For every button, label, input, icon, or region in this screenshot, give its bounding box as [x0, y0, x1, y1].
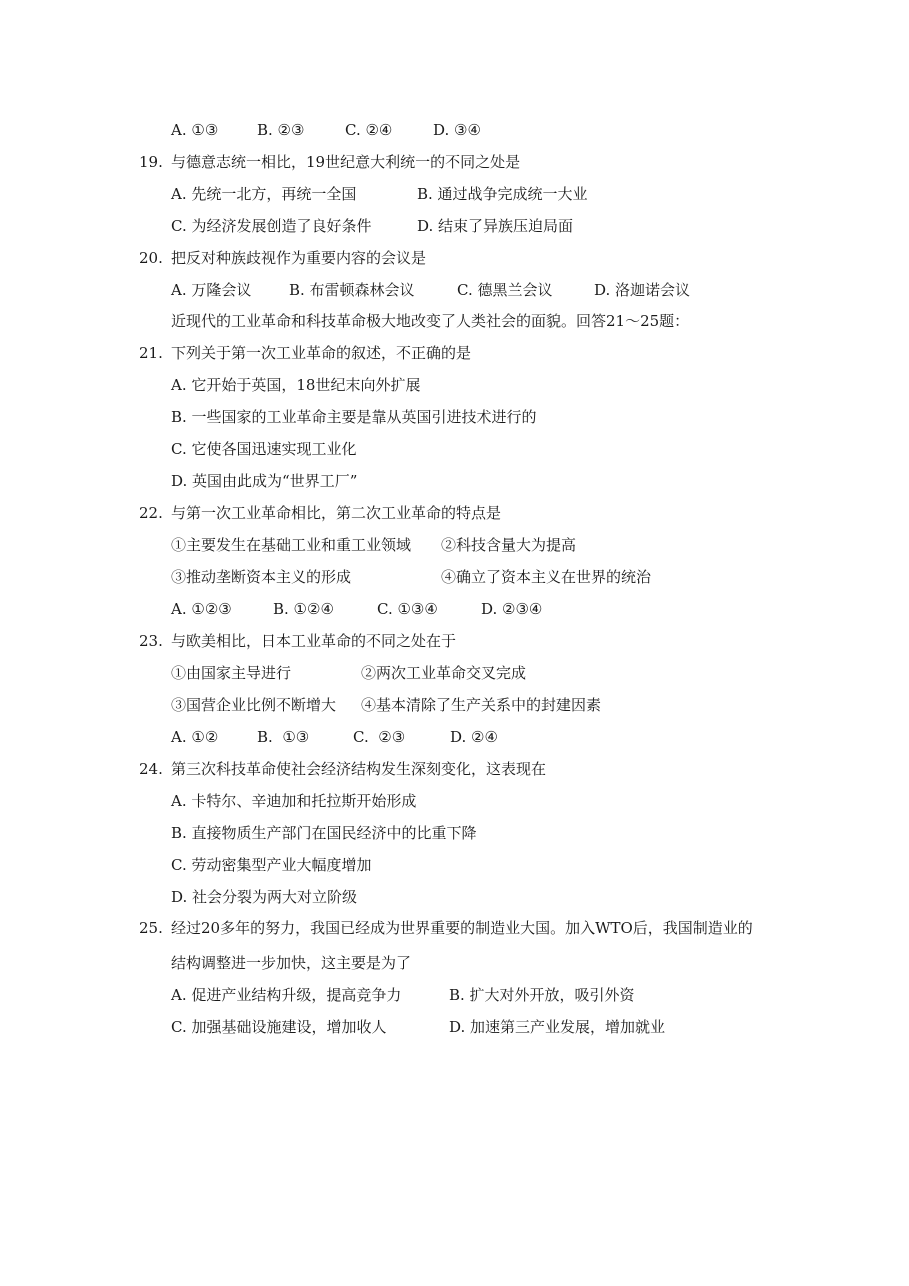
q22-item-4: ④确立了资本主义在世界的统治 — [441, 568, 652, 586]
q19-stem — [139, 152, 521, 172]
q23-options — [171, 727, 498, 747]
q21-option-a: A. 它开始于英国，18世纪末向外扩展 — [171, 376, 421, 394]
q23-option-b: B. ①③ — [257, 728, 310, 746]
q19-option-d: D. 结束了异族压迫局面 — [417, 217, 574, 235]
q25-options-row-1 — [171, 985, 635, 1005]
q22-option-b: B. ①②④ — [273, 600, 334, 618]
section-intro: 近现代的工业革命和科技革命极大地改变了人类社会的面貌。回答21～25题： — [171, 312, 690, 330]
q20-stem — [139, 248, 427, 268]
q21-stem — [139, 343, 472, 363]
q22-option-a: A. ①②③ — [171, 600, 232, 618]
q19-option-c: C. 为经济发展创造了良好条件 — [171, 217, 372, 235]
q25-option-c: C. 加强基础设施建设，增加收人 — [171, 1018, 387, 1036]
q23-option-a: A. ①② — [171, 728, 219, 746]
question-number: 23. — [139, 632, 163, 650]
question-text: 第三次科技革命使社会经济结构发生深刻变化，这表现在 — [171, 760, 547, 778]
question-text: 下列关于第一次工业革命的叙述，不正确的是 — [171, 344, 472, 362]
q19-options-row-1 — [171, 184, 588, 204]
q23-items-row-1 — [171, 663, 527, 683]
q24-option-c: C. 劳动密集型产业大幅度增加 — [171, 856, 372, 874]
q18-option-a: A. ①③ — [171, 121, 219, 139]
q20-option-c: C. 德黑兰会议 — [457, 281, 553, 299]
q25-option-a: A. 促进产业结构升级，提高竞争力 — [171, 986, 402, 1004]
q23-items-row-2 — [171, 695, 602, 715]
q22-item-3: ③推动垄断资本主义的形成 — [171, 568, 352, 586]
question-number: 19. — [139, 153, 163, 171]
q24-option-b: B. 直接物质生产部门在国民经济中的比重下降 — [171, 824, 477, 842]
question-number: 21. — [139, 344, 163, 362]
q23-item-1: ①由国家主导进行 — [171, 664, 292, 682]
q20-options — [171, 280, 691, 300]
q25-stem-continued: 结构调整进一步加快，这主要是为了 — [171, 954, 412, 972]
q21-option-d: D. 英国由此成为“世界工厂” — [171, 472, 358, 490]
q19-option-b: B. 通过战争完成统一大业 — [417, 185, 588, 203]
q21-option-b: B. 一些国家的工业革命主要是靠从英国引进技术进行的 — [171, 408, 537, 426]
q25-stem — [139, 918, 753, 938]
q23-stem — [139, 631, 457, 651]
q23-item-2: ②两次工业革命交叉完成 — [361, 664, 527, 682]
q24-stem — [139, 759, 547, 779]
q23-option-c: C. ②③ — [353, 728, 406, 746]
q22-option-d: D. ②③④ — [481, 600, 543, 618]
q22-options — [171, 599, 543, 619]
q22-option-c: C. ①③④ — [377, 600, 438, 618]
q19-option-a: A. 先统一北方，再统一全国 — [171, 185, 357, 203]
question-number: 25. — [139, 919, 163, 937]
q22-items-row-2 — [171, 567, 652, 587]
q18-option-c: C. ②④ — [345, 121, 393, 139]
question-text: 与欧美相比，日本工业革命的不同之处在于 — [171, 632, 457, 650]
q21-option-c: C. 它使各国迅速实现工业化 — [171, 440, 357, 458]
q20-option-b: B. 布雷顿森林会议 — [289, 281, 415, 299]
q19-options-row-2 — [171, 216, 574, 236]
q25-option-b: B. 扩大对外开放，吸引外资 — [449, 986, 635, 1004]
question-number: 24. — [139, 760, 163, 778]
question-text: 与德意志统一相比，19世纪意大利统一的不同之处是 — [171, 153, 521, 171]
q22-item-1: ①主要发生在基础工业和重工业领域 — [171, 536, 412, 554]
q18-option-b: B. ②③ — [257, 121, 305, 139]
q24-option-d: D. 社会分裂为两大对立阶级 — [171, 888, 358, 906]
q23-item-4: ④基本清除了生产关系中的封建因素 — [361, 696, 602, 714]
q25-options-row-2 — [171, 1017, 666, 1037]
q24-option-a: A. 卡特尔、辛迪加和托拉斯开始形成 — [171, 792, 417, 810]
q18-option-d: D. ③④ — [433, 121, 481, 139]
q23-option-d: D. ②④ — [450, 728, 498, 746]
q18-options — [171, 120, 481, 140]
q22-item-2: ②科技含量大为提高 — [441, 536, 577, 554]
question-text: 与第一次工业革命相比，第二次工业革命的特点是 — [171, 504, 502, 522]
q23-item-3: ③国营企业比例不断增大 — [171, 696, 337, 714]
question-text: 把反对种族歧视作为重要内容的会议是 — [171, 249, 427, 267]
q22-items-row-1 — [171, 535, 577, 555]
q20-option-a: A. 万隆会议 — [171, 281, 252, 299]
question-text: 经过20多年的努力，我国已经成为世界重要的制造业大国。加入WTO后，我国制造业的 — [171, 919, 753, 937]
q25-option-d: D. 加速第三产业发展，增加就业 — [449, 1018, 666, 1036]
q20-option-d: D. 洛迦诺会议 — [594, 281, 691, 299]
question-number: 22. — [139, 504, 163, 522]
question-number: 20. — [139, 249, 163, 267]
q22-stem — [139, 503, 502, 523]
